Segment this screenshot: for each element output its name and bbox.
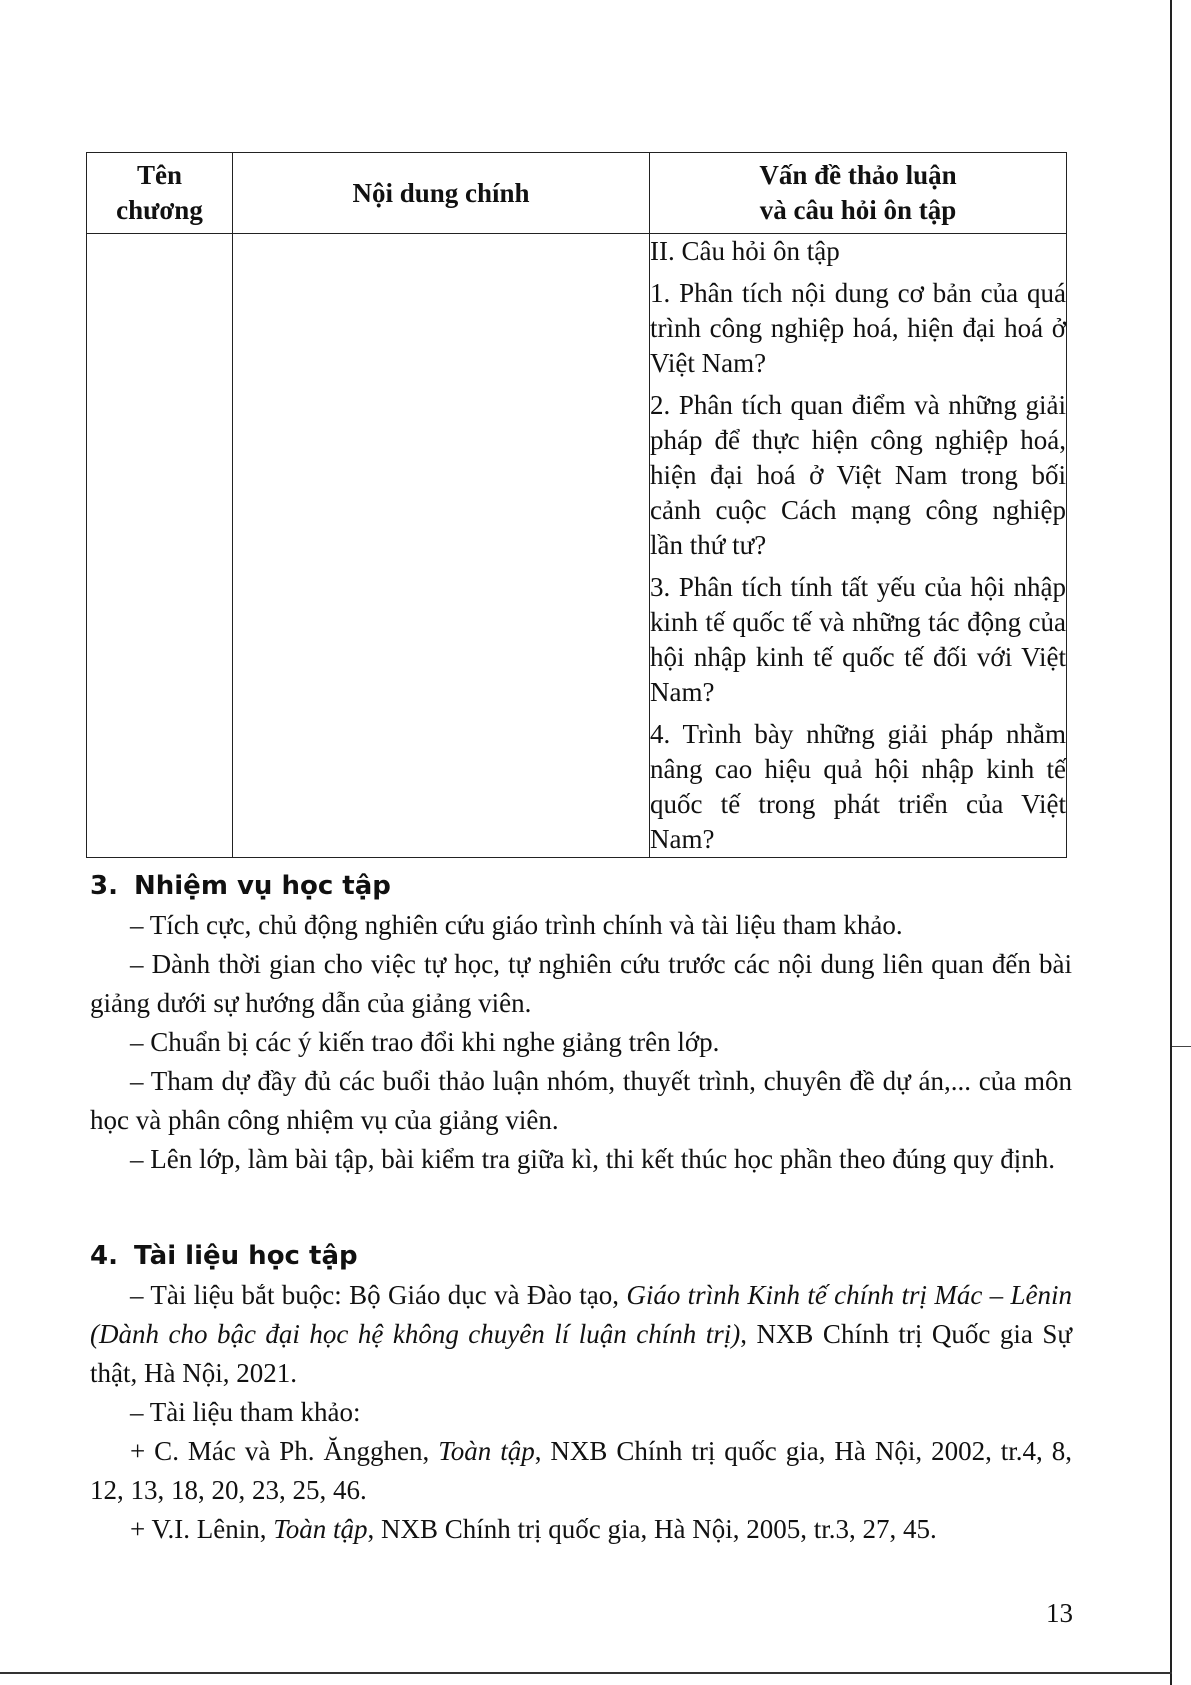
review-heading: II. Câu hỏi ôn tập (650, 236, 840, 266)
page-edge-line (1170, 0, 1172, 1685)
section-learning-materials (90, 1238, 1072, 1549)
section-learning-tasks (90, 868, 1072, 1179)
syllabus-table (86, 152, 1067, 858)
task-item: – Tham dự đầy đủ các buổi thảo luận nhóm, thuyết trình, chuyên đề dự án,... của môn học và phân công nhiệm vụ của giảng viên. (90, 1066, 1072, 1135)
header-chapter: Tên chương (87, 153, 233, 234)
questions-cell (650, 234, 1067, 858)
section-number: 3. (90, 871, 118, 901)
reference-prefix: + C. Mác và Ph. Ăngghen, (130, 1436, 430, 1466)
task-item: – Tích cực, chủ động nghiên cứu giáo trình chính và tài liệu tham khảo. (130, 910, 903, 940)
references-label: – Tài liệu tham khảo: (130, 1397, 361, 1427)
reference-title: Toàn tập (273, 1514, 368, 1544)
section-title: Tài liệu học tập (134, 1241, 358, 1271)
reference-suffix: , NXB Chính trị quốc gia, Hà Nội, 2005, tr.3, 27, 45. (367, 1514, 937, 1544)
reference-suffix: , NXB Chính trị quốc gia, Hà Nội, 2002, tr.4, 8, 12, 13, 18, 20, 23, 25, 46. (90, 1436, 1072, 1505)
reference-title: Toàn tập (438, 1436, 535, 1466)
page-edge-tick (1172, 1046, 1191, 1047)
section-heading (90, 1238, 1072, 1274)
task-item: – Chuẩn bị các ý kiến trao đổi khi nghe giảng trên lớp. (130, 1027, 720, 1057)
header-discussion (650, 153, 1067, 234)
required-material-prefix: – Tài liệu bắt buộc: Bộ Giáo dục và Đào tạo, (130, 1280, 619, 1310)
header-discussion-line2: và câu hỏi ôn tập (759, 195, 957, 225)
required-material (90, 1276, 1072, 1393)
content-cell (233, 234, 650, 858)
page-bottom-line (0, 1672, 1172, 1674)
header-discussion-line1: Vấn đề thảo luận (759, 160, 957, 190)
task-item: – Lên lớp, làm bài tập, bài kiểm tra giữa kì, thi kết thúc học phần theo đúng quy định. (130, 1144, 1055, 1174)
required-material-title: Giáo trình Kinh tế chính trị Mác – Lênin (Dành cho bậc đại học hệ không chuyên lí luận chính trị) (90, 1280, 1072, 1349)
table-row (87, 234, 1067, 858)
reference-item (90, 1432, 1072, 1510)
question-item: 1. Phân tích nội dung cơ bản của quá trình công nghiệp hoá, hiện đại hoá ở Việt Nam? (650, 278, 1066, 378)
question-item: 2. Phân tích quan điểm và những giải pháp để thực hiện công nghiệp hoá, hiện đại hoá ở Việt Nam trong bối cảnh cuộc Cách mạng công nghiệp lần thứ tư? (650, 390, 1066, 560)
required-material-suffix: , NXB Chính trị Quốc gia Sự thật, Hà Nội, 2021. (90, 1319, 1072, 1388)
table-header-row (87, 153, 1067, 234)
chapter-cell (87, 234, 233, 858)
question-item: 4. Trình bày những giải pháp nhằm nâng cao hiệu quả hội nhập kinh tế quốc tế trong phát triển của Việt Nam? (650, 719, 1066, 854)
section-number: 4. (90, 1241, 118, 1271)
reference-item (90, 1510, 1072, 1549)
reference-prefix: + V.I. Lênin, (130, 1514, 267, 1544)
section-heading (90, 868, 1072, 904)
section-title: Nhiệm vụ học tập (134, 871, 391, 901)
header-main-content: Nội dung chính (233, 153, 650, 234)
question-item: 3. Phân tích tính tất yếu của hội nhập kinh tế quốc tế và những tác động của hội nhập kinh tế quốc tế đối với Việt Nam? (650, 572, 1066, 707)
page-number: 13 (1046, 1598, 1073, 1628)
task-item: – Dành thời gian cho việc tự học, tự nghiên cứu trước các nội dung liên quan đến bài giảng dưới sự hướng dẫn của giảng viên. (90, 949, 1072, 1018)
